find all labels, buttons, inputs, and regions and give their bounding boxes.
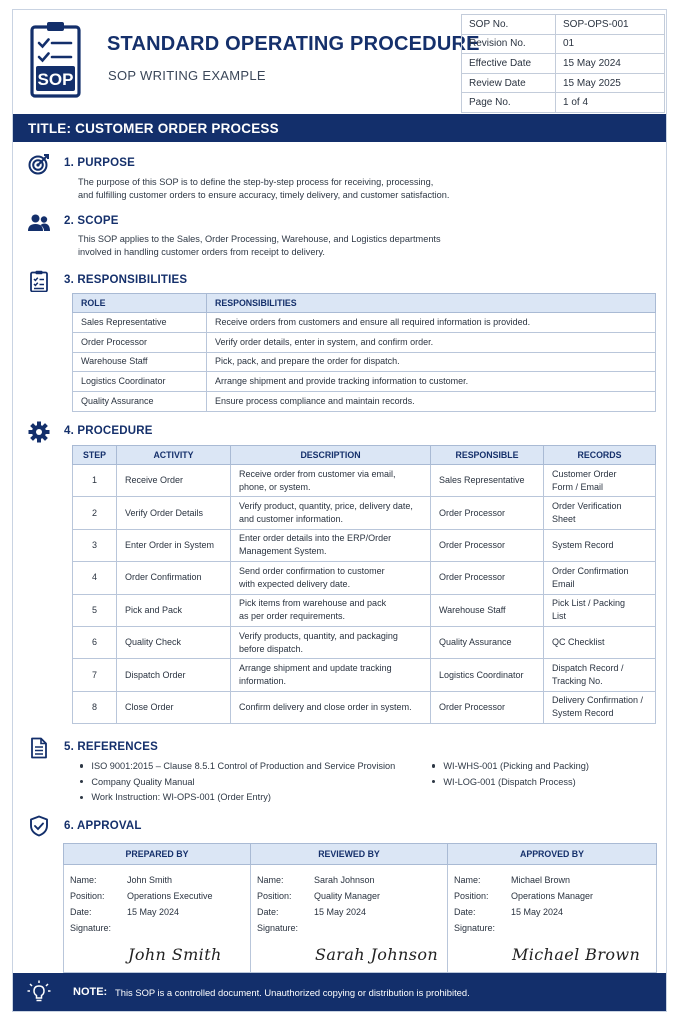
description-cell [231,497,431,529]
name-label: Name: [70,875,97,885]
records-cell-line: Order Verification [552,501,622,512]
meta-row [462,54,665,74]
table-row [73,465,656,497]
approval-cell [448,865,657,973]
activity-cell-line: Enter Order in System [125,539,215,550]
activity-cell-line: Order Confirmation [125,572,202,583]
signature-label: Signature: [454,923,496,933]
records-cell [544,562,656,594]
responsible-cell [431,562,544,594]
records-cell [544,529,656,561]
references-list-right [432,758,589,790]
date-value: 15 May 2024 [127,907,180,917]
meta-value: 1 of 4 [556,93,665,113]
records-cell-line: System Record [552,708,614,719]
description-cell [231,529,431,561]
step-cell [73,529,117,561]
table-row [73,372,656,392]
column-header: APPROVED BY [448,844,657,865]
note-bar [13,973,666,1011]
signature: Michael Brown [512,944,641,964]
activity-cell [117,497,231,529]
records-cell-line: List [552,611,567,622]
records-cell [544,691,656,723]
signature: John Smith [128,944,222,964]
column-header: DESCRIPTION [231,446,431,465]
column-header: REVIEWED BY [251,844,448,865]
activity-cell-line: Receive Order [125,475,184,486]
activity-cell-line: Pick and Pack [125,604,183,615]
column-header: RESPONSIBILITIES [207,294,656,313]
references-list-left [80,758,395,805]
signature: Sarah Johnson [315,944,439,964]
description-cell [231,562,431,594]
reference-text: ISO 9001:2015 – Clause 8.5.1 Control of Production and Service Provision [91,760,396,771]
table-row [64,865,657,973]
step-cell-line: 8 [91,701,97,712]
activity-cell [117,659,231,691]
records-cell [544,659,656,691]
date-label: Date: [454,907,476,917]
activity-cell-line: Dispatch Order [125,669,186,680]
meta-row [462,93,665,113]
document-meta-table [461,14,665,113]
responsible-cell [431,659,544,691]
records-cell-line: QC Checklist [552,637,605,648]
meta-row [462,73,665,93]
step-cell-line: 1 [91,475,97,486]
responsible-cell [431,691,544,723]
description-cell-line: Send order confirmation to customer [239,565,385,576]
description-cell [231,691,431,723]
date-value: 15 May 2024 [314,907,367,917]
step-cell-line: 2 [91,507,97,518]
activity-cell [117,594,231,626]
responsible-cell [431,626,544,658]
name-value: John Smith [127,875,173,885]
lightbulb-icon [27,980,51,1004]
meta-row [462,15,665,35]
column-header: RECORDS [544,446,656,465]
meta-value: 15 May 2025 [556,73,665,93]
description-cell-line: Verify product, quantity, price, delivery date, [239,501,413,512]
activity-cell [117,626,231,658]
signature-label: Signature: [70,923,112,933]
table-row [73,352,656,372]
purpose-heading: 1. PURPOSE [64,157,136,169]
step-cell [73,626,117,658]
responsible-cell-line: Order Processor [439,507,506,518]
responsibility-cell: Verify order details, enter in system, and confirm order. [207,332,656,352]
table-row [73,529,656,561]
table-header-row [64,844,657,865]
bullet-icon [432,780,435,783]
step-cell-line: 5 [91,604,97,615]
step-cell-line: 3 [91,539,97,550]
date-label: Date: [70,907,92,917]
bullet-icon [80,780,83,783]
sop-clipboard-logo [30,21,81,98]
role-cell: Order Processor [73,332,207,352]
responsibilities-table [72,293,656,412]
responsibilities-heading: 3. RESPONSIBILITIES [64,274,188,286]
column-header: RESPONSIBLE [431,446,544,465]
activity-cell [117,465,231,497]
description-cell-line: information. [239,676,287,687]
description-cell-line: as per order requirements. [239,611,346,622]
bullet-icon [432,764,435,767]
note-label: NOTE: [73,986,108,998]
records-cell-line: Form / Email [552,481,604,492]
references-heading: 5. REFERENCES [64,741,158,753]
table-row [73,626,656,658]
procedure-table [72,445,656,724]
approval-heading: 6. APPROVAL [64,820,142,832]
activity-cell [117,529,231,561]
position-value: Operations Manager [511,891,594,901]
position-label: Position: [454,891,489,901]
procedure-heading: 4. PROCEDURE [64,425,153,437]
responsible-cell-line: Logistics Coordinator [439,669,524,680]
signature-label: Signature: [257,923,299,933]
description-cell-line: Arrange shipment and update tracking [239,663,392,674]
role-cell: Logistics Coordinator [73,372,207,392]
scope-heading: 2. SCOPE [64,215,119,227]
responsible-cell [431,497,544,529]
list-item [432,758,589,774]
step-cell [73,465,117,497]
meta-value: 15 May 2024 [556,54,665,74]
reference-text: WI-LOG-001 (Dispatch Process) [443,776,576,787]
purpose-text [78,176,449,202]
step-cell [73,659,117,691]
list-item [432,774,589,790]
list-item [80,758,395,774]
description-cell-line: and customer information. [239,514,344,525]
table-row [73,691,656,723]
activity-cell-line: Verify Order Details [125,507,204,518]
table-row [73,659,656,691]
records-cell-line: Pick List / Packing [552,598,626,609]
meta-row [462,34,665,54]
date-label: Date: [257,907,279,917]
name-value: Sarah Johnson [314,875,375,885]
step-cell [73,594,117,626]
table-row [73,392,656,412]
purpose-line: and fulfilling customer orders to ensure accuracy, timely delivery, and customer satisfaction. [78,190,450,200]
document-subtitle: SOP WRITING EXAMPLE [108,68,266,83]
bullet-icon [80,796,83,799]
responsibility-cell: Arrange shipment and provide tracking information to customer. [207,372,656,392]
records-cell-line: Tracking No. [552,676,603,687]
activity-cell [117,691,231,723]
records-cell-line: Email [552,578,575,589]
target-icon [28,153,50,175]
responsible-cell [431,529,544,561]
records-cell-line: Delivery Confirmation / [552,695,644,706]
description-cell-line: phone, or system. [239,481,311,492]
list-item [80,790,395,806]
table-header-row [73,294,656,313]
role-cell: Sales Representative [73,313,207,333]
title-bar: TITLE: CUSTOMER ORDER PROCESS [13,114,666,142]
name-value: Michael Brown [511,875,571,885]
role-cell: Quality Assurance [73,392,207,412]
position-value: Quality Manager [314,891,381,901]
responsible-cell-line: Order Processor [439,701,506,712]
step-cell-line: 7 [91,669,97,680]
logo-text: SOP [37,70,74,89]
records-cell-line: Customer Order [552,468,617,479]
checklist-icon [28,270,50,292]
description-cell [231,594,431,626]
step-cell [73,497,117,529]
responsibility-cell: Ensure process compliance and maintain records. [207,392,656,412]
column-header: ROLE [73,294,207,313]
date-value: 15 May 2024 [511,907,564,917]
table-row [73,332,656,352]
activity-cell [117,562,231,594]
records-cell-line: Dispatch Record / [552,663,624,674]
records-cell [544,497,656,529]
description-cell-line: Management System. [239,546,327,557]
meta-label: Revision No. [462,34,556,54]
scope-line: This SOP applies to the Sales, Order Processing, Warehouse, and Logistics departments [78,234,441,244]
step-cell-line: 6 [91,637,97,648]
description-cell [231,659,431,691]
activity-cell-line: Quality Check [125,637,182,648]
description-cell-line: Verify products, quantity, and packaging [239,630,398,641]
document-icon [28,737,50,759]
responsible-cell [431,465,544,497]
responsibility-cell: Pick, pack, and prepare the order for dispatch. [207,352,656,372]
responsible-cell [431,594,544,626]
table-row [73,497,656,529]
responsible-cell-line: Order Processor [439,572,506,583]
description-cell-line: before dispatch. [239,643,304,654]
reference-text: Company Quality Manual [91,776,195,787]
meta-value: 01 [556,34,665,54]
meta-label: SOP No. [462,15,556,35]
column-header: ACTIVITY [117,446,231,465]
name-label: Name: [257,875,284,885]
responsible-cell-line: Order Processor [439,539,506,550]
approval-cell [64,865,251,973]
responsible-cell-line: Warehouse Staff [439,604,506,615]
records-cell-line: System Record [552,539,614,550]
name-label: Name: [454,875,481,885]
description-cell-line: Pick items from warehouse and pack [239,598,387,609]
table-row [73,594,656,626]
records-cell-line: Sheet [552,514,576,525]
reference-text: Work Instruction: WI-OPS-001 (Order Entry) [91,792,271,803]
description-cell [231,626,431,658]
description-cell-line: Confirm delivery and close order in system. [239,701,412,712]
records-cell-line: Order Confirmation [552,565,629,576]
meta-value: SOP-OPS-001 [556,15,665,35]
role-cell: Warehouse Staff [73,352,207,372]
records-cell [544,594,656,626]
column-header: PREPARED BY [64,844,251,865]
gear-icon [28,421,50,443]
position-label: Position: [257,891,292,901]
description-cell [231,465,431,497]
document-title: STANDARD OPERATING PROCEDURE [107,33,480,55]
description-cell-line: Enter order details into the ERP/Order [239,533,392,544]
activity-cell-line: Close Order [125,701,174,712]
column-header: STEP [73,446,117,465]
meta-label: Review Date [462,73,556,93]
table-header-row [73,446,656,465]
records-cell [544,465,656,497]
note-text: This SOP is a controlled document. Unauthorized copying or distribution is prohibited. [115,986,470,998]
approval-table [63,843,657,973]
description-cell-line: with expected delivery date. [239,578,351,589]
position-label: Position: [70,891,105,901]
purpose-line: The purpose of this SOP is to define the step-by-step process for receiving, processing, [78,177,434,187]
reference-text: WI-WHS-001 (Picking and Packing) [443,760,589,771]
scope-line: involved in handling customer orders from receipt to delivery. [78,247,325,257]
table-row [73,313,656,333]
table-row [73,562,656,594]
scope-text [78,233,441,259]
responsible-cell-line: Quality Assurance [439,637,512,648]
description-cell-line: Receive order from customer via email, [239,468,396,479]
step-cell [73,562,117,594]
step-cell [73,691,117,723]
meta-label: Effective Date [462,54,556,74]
shield-check-icon [28,815,50,837]
responsible-cell-line: Sales Representative [439,475,525,486]
list-item [80,774,395,790]
people-icon [28,212,50,234]
meta-label: Page No. [462,93,556,113]
step-cell-line: 4 [91,572,97,583]
position-value: Operations Executive [127,891,213,901]
responsibility-cell: Receive orders from customers and ensure all required information is provided. [207,313,656,333]
bullet-icon [80,764,83,767]
records-cell [544,626,656,658]
approval-cell [251,865,448,973]
